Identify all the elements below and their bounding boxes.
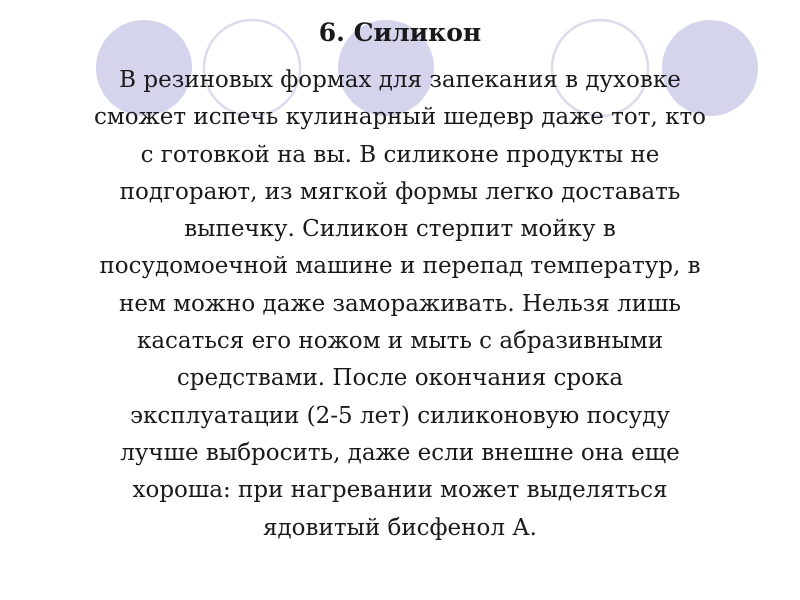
slide-body-text (42, 62, 758, 547)
paragraph-line: эксплуатации (2-5 лет) силиконовую посуду (130, 402, 670, 429)
paragraph-line: выпечку. Силикон стерпит мойку в (184, 216, 616, 243)
paragraph-line: сможет испечь кулинарный шедевр даже тот, кто (93, 104, 707, 131)
paragraph-line: лучше выбросить, даже если внешне она еще (120, 439, 680, 466)
paragraph-line: с готовкой на вы. В силиконе продукты не (140, 141, 660, 168)
paragraph-line: касаться его ножом и мыть с абразивными (136, 328, 664, 355)
paragraph-line: хороша: при нагревании может выделяться (132, 477, 668, 504)
paragraph-line: посудомоечной машине и перепад температур, в (99, 253, 701, 280)
paragraph-line: В резиновых формах для запекания в духовке (119, 67, 681, 93)
paragraph-line: нем можно даже замораживать. Нельзя лишь (119, 290, 681, 317)
paragraph-line: ядовитый бисфенол А. (263, 514, 537, 541)
paragraph-line: подгорают, из мягкой формы легко доставать (119, 178, 681, 205)
paragraph-line: средствами. После окончания срока (176, 365, 624, 392)
slide-title: 6. Силикон (318, 18, 482, 47)
